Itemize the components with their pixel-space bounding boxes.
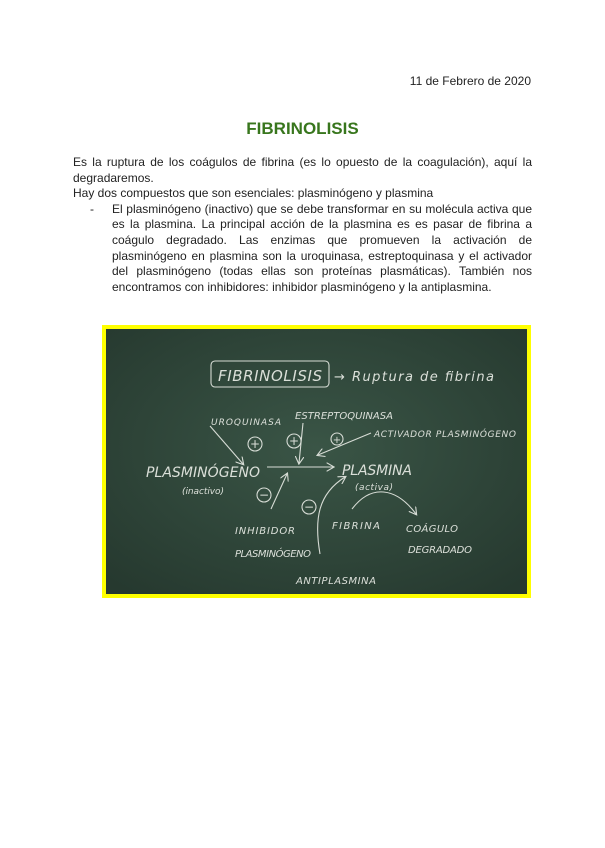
chalk-uroquinasa: UROQUINASA	[211, 418, 281, 428]
chalkboard-image	[102, 325, 531, 598]
chalk-inhibidor: INHIBIDOR	[235, 526, 295, 537]
document-date: 11 de Febrero de 2020	[409, 74, 531, 88]
chalk-antiplasmina: ANTIPLASMINA	[296, 576, 376, 587]
minus-sign: −	[258, 488, 270, 502]
chalk-coagulo: COÁGULO	[406, 524, 458, 535]
document-title: FIBRINOLISIS	[246, 119, 359, 138]
chalk-subtitle: → Ruptura de fibrina	[334, 370, 494, 385]
chalk-activa: (activa)	[355, 483, 393, 493]
chalk-inhibidor-plasminogeno: PLASMINÓGENO	[235, 549, 311, 560]
chalk-plasminogeno: PLASMINÓGENO	[146, 465, 260, 481]
chalk-activador: ACTIVADOR PLASMINÓGENO	[374, 430, 516, 440]
chalk-plasmina: PLASMINA	[342, 463, 412, 479]
list-item	[90, 202, 532, 296]
chalk-inactivo: (inactivo)	[182, 487, 224, 497]
plus-sign: +	[288, 434, 300, 448]
chalkboard-diagram	[106, 329, 527, 594]
chalk-estreptoquinasa: ESTREPTOQUINASA	[295, 411, 393, 422]
plus-sign: +	[249, 437, 261, 451]
paragraph-definition: Es la ruptura de los coágulos de fibrina (es lo opuesto de la coagulación), aquí la degradaremos.	[73, 155, 532, 185]
chalk-degradado: DEGRADADO	[408, 545, 472, 556]
plus-sign: +	[332, 435, 342, 446]
chalk-fibrina: FIBRINA	[332, 521, 380, 532]
chalk-title: FIBRINOLISIS	[218, 367, 322, 385]
minus-sign: −	[303, 500, 315, 514]
bullet-text: El plasminógeno (inactivo) que se debe transformar en su molécula activa que es la plasmina. La principal acción de la plasmina es es pasar de fibrina a coágulo degradado. Las enzimas que promueven la activación de plasminógeno en plasmina son la uroquinasa, estreptoquinasa y el activador del plasminógeno (todas ellas son proteínas plasmáticas). También nos encontramos con inhibidores: inhibidor plasminógeno y la antiplasmina.	[112, 201, 532, 294]
paragraph-compounds: Hay dos compuestos que son esenciales: plasminógeno y plasmina	[73, 186, 434, 201]
document-body	[73, 155, 532, 295]
bullet-marker: -	[90, 201, 94, 216]
